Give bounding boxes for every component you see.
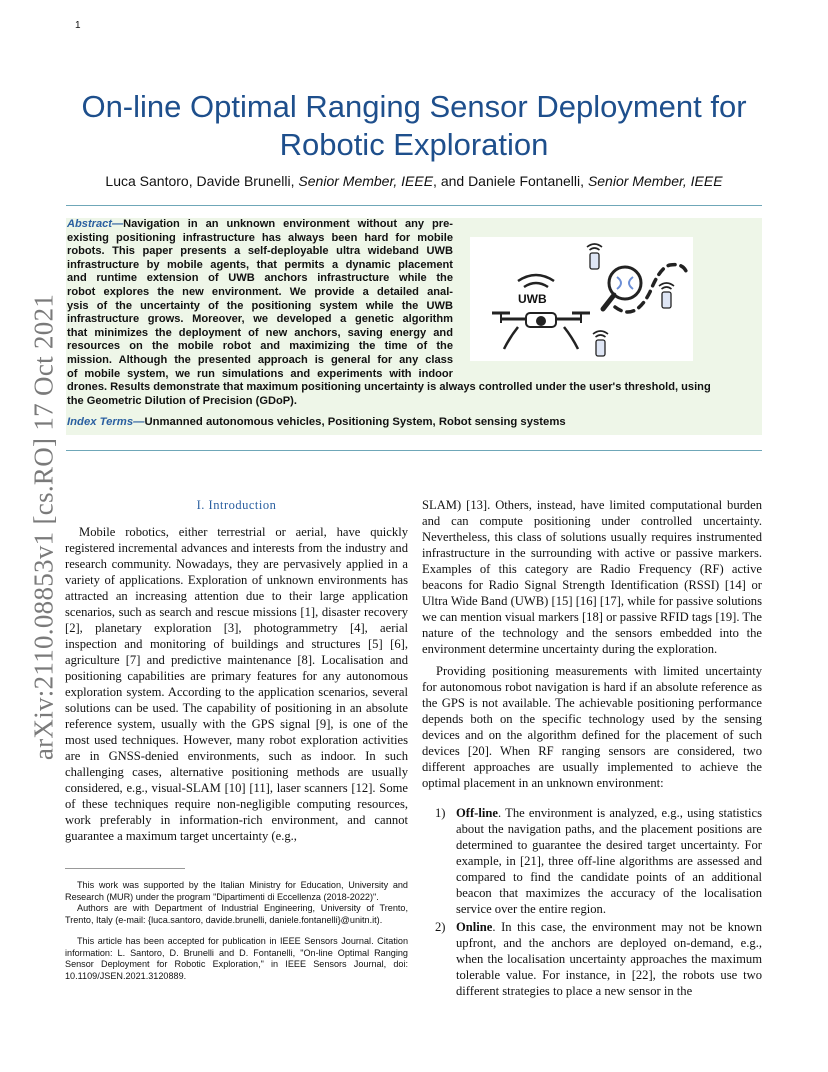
header-rule xyxy=(66,205,762,206)
paragraph: SLAM) [13]. Others, instead, have limited computational burden and can compute positioning under controlled uncertainty. Nevertheless, this class of solutions usually requires instrumented infrastructure in the surrounding with active or passive markers. Examples of this category are Radio Frequency (RF) active beacons for Radio Signal Strength Identification (RSSI) [14] or Ultra Wide Band (UWB) [15] [16] [17], while for passive solutions we can mention visual markers [18] or passive RFID tags [19]. The nature of the technology and the sensors embedded into the environment determine uncertainty during the exploration. xyxy=(422,498,762,656)
list-item xyxy=(422,919,762,999)
abstract-rule xyxy=(66,450,762,451)
uwb-anchor-icon xyxy=(593,331,608,356)
list-number: 2) xyxy=(435,920,446,934)
abstract-line: that minimizes the deployment of new anchors, saving energy and xyxy=(67,326,453,339)
abstract-line: drones. Results demonstrate that maximum positioning uncertainty is always controlled under the user's threshold, using xyxy=(67,381,711,394)
footnotes xyxy=(65,880,408,982)
approach-list xyxy=(422,805,762,999)
paragraph: Providing positioning measurements with limited uncertainty for autonomous robot navigation is hard if an absolute reference as the GPS is not available. The achievable positioning performance depends both on the specific technology used by the sensing devices and on the algorithm defined for the placement of such devices [20]. When RF ranging sensors are considered, two different approaches are usually implemented to achieve the optimal placement in an unknown environment: xyxy=(422,664,762,790)
abstract-narrow-text xyxy=(67,218,453,381)
footnote-affiliation: Authors are with Department of Industrial Engineering, University of Trento, Trento, Italy (e-mail: {luca.santoro, davide.brunelli, daniele.fontanelli}@unitn.it). xyxy=(65,903,408,925)
drone-icon xyxy=(492,313,590,349)
abstract-line: resources on the mobile robot and maximizing the time of the xyxy=(67,340,453,353)
author-role-1: Senior Member, IEEE xyxy=(298,173,434,189)
author-role-2: Senior Member, IEEE xyxy=(587,173,723,189)
list-number: 1) xyxy=(435,806,446,820)
list-item-text: . In this case, the environment may not be known upfront, and the anchors are deployed on-demand, e.g., when the localisation uncertainty approaches the maximum tolerable value. For instance, in [22], the robots use two different strategies to place a new sensor in the xyxy=(456,920,762,998)
abstract-wide-text xyxy=(67,381,762,408)
abstract-line: and runtime extension of UWB anchors infrastructure while the xyxy=(67,272,453,285)
right-column xyxy=(422,497,762,999)
footnote-funding: This work was supported by the Italian Ministry for Education, University and Research (MUR) under the program "Dipartimenti di Eccellenza (2018-2022)". xyxy=(65,880,408,902)
abstract-line: mission. Although the presented approach is general for any class xyxy=(67,353,453,366)
index-terms-text: Unmanned autonomous vehicles, Positioning System, Robot sensing systems xyxy=(144,416,566,428)
arxiv-stamp: arXiv:2110.08853v1 [cs.RO] 17 Oct 2021 xyxy=(28,293,59,761)
paragraph: Mobile robotics, either terrestrial or aerial, have quickly registered incremental advances and interests from the industry and research community. Nowadays, they are pervasively applied in a variety of applications. Exploration of unknown environments has attracted an increasing attention due to their large application scenarios, such as search and rescue missions [1], disaster recovery [2], planetary exploration [3], photogrammetry [4], aerial inspection and monitoring of buildings and structures [5] [6], agriculture [7] and predictive maintenance [8]. Localisation and positioning capabilities are primary features for any autonomous exploration system. According to the application scenarios, several solutions can be used. The capability of positioning in an absolute reference system, usually with the GPS signal [9], is one of the most used techniques. However, many robot exploration activities are in GNSS-denied environments, such as indoor. In such challenging cases, alternative positioning methods are usually considered, e.g., visual-SLAM [10] [11], laser scanners [12]. Some of these techniques require non-negligible computing resources, work preferably in information-rich environment, and cannot guarantee a maximum target uncertainty (e.g., xyxy=(65,525,408,843)
left-column xyxy=(65,524,408,844)
index-terms-label: Index Terms— xyxy=(67,416,145,428)
abstract-line: robot explores the new environment. We provide a detailed anal- xyxy=(67,285,453,298)
magnifier-icon xyxy=(603,267,641,309)
uwb-label: UWB xyxy=(518,292,547,306)
index-terms xyxy=(67,416,566,428)
footnote-rule xyxy=(65,868,185,869)
list-item-head: Off-line xyxy=(456,806,498,820)
abstract-line: Abstract—Navigation in an unknown environment without any pre- xyxy=(67,218,453,230)
author-names-2: , and Daniele Fontanelli, xyxy=(433,173,585,189)
list-item-text: . The environment is analyzed, e.g., using statistics about the navigation paths, and the placement positions are determined to guarantee the desired target uncertainty. For example, in [21], three off-line algorithms are assessed and compared to find the candidate points of an additional beacon that maximizes the accuracy of the localisation service over the entire region. xyxy=(456,806,762,916)
abstract-line: of mobile system, we run simulations and experiments with indoor xyxy=(67,367,453,380)
abstract-line: existing positioning infrastructure has always been hard for mobile xyxy=(67,231,453,244)
abstract-label: Abstract— xyxy=(67,218,124,230)
abstract-line: robots. This paper presents a self-deployable ultra wideband UWB xyxy=(67,245,453,258)
graphical-abstract-figure xyxy=(470,237,693,361)
abstract-line: ysis of the uncertainty of the positioning system while the UWB xyxy=(67,299,453,312)
abstract-line: the Geometric Dilution of Precision (GDoP). xyxy=(67,394,297,407)
author-names-1: Luca Santoro, Davide Brunelli, xyxy=(105,173,295,189)
signal-wave xyxy=(518,275,554,281)
page-number: 1 xyxy=(75,20,81,31)
section-heading: I. Introduction xyxy=(196,498,277,512)
abstract-line: infrastructure by mobile agents, that permits a dynamic placement xyxy=(67,258,453,271)
drone-uwb-illustration xyxy=(470,237,693,361)
uwb-anchor-icon xyxy=(659,283,674,308)
paper-title: On-line Optimal Ranging Sensor Deployment for Robotic Exploration xyxy=(81,89,747,162)
authors-line xyxy=(40,173,788,189)
list-item xyxy=(422,805,762,917)
abstract-line: infrastructure grows. Moreover, we developed a genetic algorithm xyxy=(67,313,453,326)
footnote-citation: This article has been accepted for publication in IEEE Sensors Journal. Citation information: L. Santoro, D. Brunelli and D. Fontanelli, "On-line Optimal Ranging Sensor Deployment for Robotic Exploration," in IEEE Sensors Journal, doi: 10.1109/JSEN.2021.3120889. xyxy=(65,936,408,981)
list-item-head: Online xyxy=(456,920,493,934)
uwb-anchor-icon xyxy=(587,244,602,269)
signal-wave xyxy=(524,283,548,287)
